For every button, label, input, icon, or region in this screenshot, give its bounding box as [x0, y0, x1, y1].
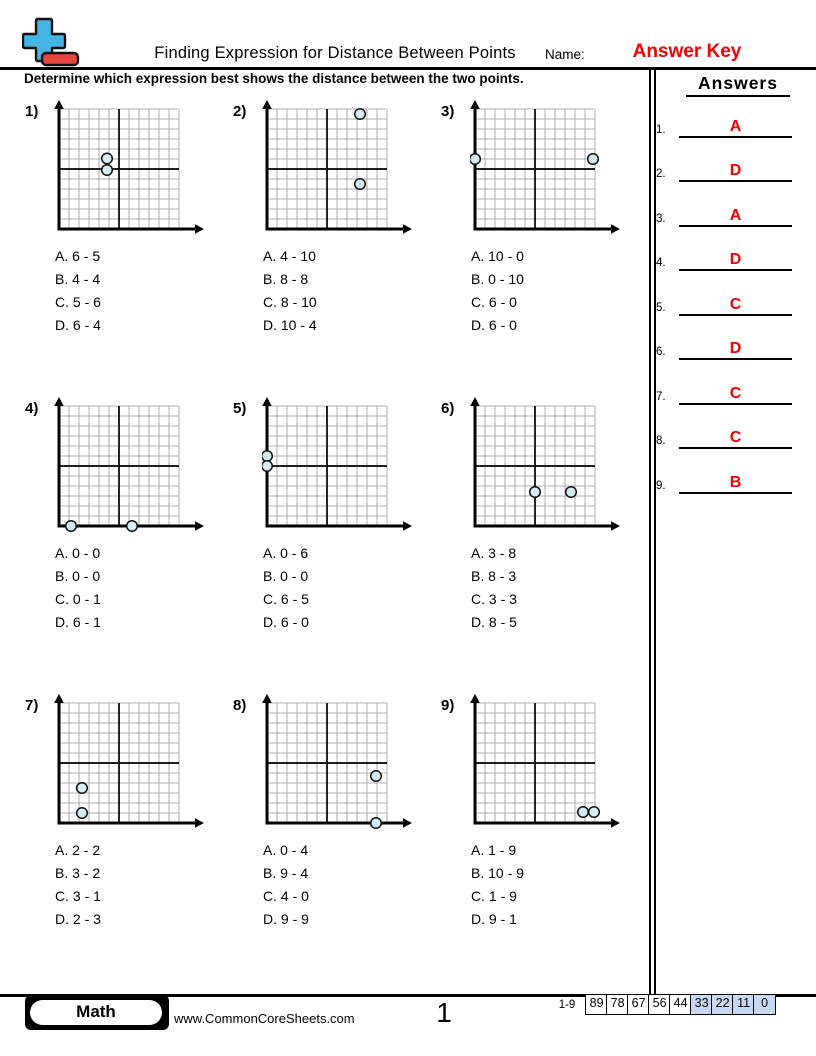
problem-1 [25, 99, 230, 349]
choice: D. 6 - 0 [471, 317, 517, 333]
answers-heading: Answers [686, 73, 790, 97]
choice: C. 0 - 1 [55, 591, 101, 607]
score-cell: 67 [627, 994, 650, 1015]
choice-list [263, 839, 309, 931]
choice-list [471, 245, 524, 337]
choice-list [55, 542, 101, 634]
answer-number: 9. [656, 480, 666, 492]
choice: B. 4 - 4 [55, 271, 101, 287]
choice: B. 3 - 2 [55, 865, 101, 881]
problem-2 [233, 99, 438, 349]
choice: C. 8 - 10 [263, 294, 317, 310]
page-title: Finding Expression for Distance Between Points [154, 44, 516, 62]
subject-label: Math [30, 1000, 162, 1025]
problem-9 [441, 693, 646, 943]
choice: A. 0 - 6 [263, 545, 309, 561]
problem-number: 8) [233, 697, 247, 714]
problem-number: 5) [233, 400, 247, 417]
choice: D. 6 - 0 [263, 614, 309, 630]
answer-number: 8. [656, 435, 666, 447]
choice-list [263, 542, 309, 634]
coordinate-grid [470, 693, 622, 833]
problem-number: 1) [25, 103, 39, 120]
coordinate-grid [262, 693, 414, 833]
answer-blank [679, 473, 792, 494]
problem-number: 4) [25, 400, 39, 417]
sidebar-double-line [649, 70, 656, 995]
choice: D. 6 - 4 [55, 317, 101, 333]
answer-number: 2. [656, 168, 666, 180]
choice: A. 6 - 5 [55, 248, 101, 264]
coordinate-grid [54, 99, 206, 239]
website-url: www.CommonCoreSheets.com [174, 1011, 355, 1026]
choice: B. 0 - 0 [55, 568, 101, 584]
choice: B. 8 - 8 [263, 271, 309, 287]
answer-blank [679, 295, 792, 316]
problem-6 [441, 396, 646, 646]
choice: B. 0 - 10 [471, 271, 524, 287]
header-divider [0, 67, 816, 70]
score-cell: 78 [606, 994, 629, 1015]
choice-list [471, 839, 524, 931]
problem-7 [25, 693, 230, 943]
choice: A. 3 - 8 [471, 545, 517, 561]
score-cell: 33 [690, 994, 713, 1015]
problem-4 [25, 396, 230, 646]
choice: B. 0 - 0 [263, 568, 309, 584]
coordinate-grid [262, 99, 414, 239]
answer-letter: A [729, 118, 742, 135]
problem-number: 9) [441, 697, 455, 714]
choice: A. 2 - 2 [55, 842, 101, 858]
choice: C. 5 - 6 [55, 294, 101, 310]
answer-letter: D [729, 251, 742, 268]
answer-blank [679, 339, 792, 360]
choice-list [263, 245, 317, 337]
choice: B. 9 - 4 [263, 865, 309, 881]
page-number: 1 [436, 997, 452, 1028]
choice: C. 1 - 9 [471, 888, 517, 904]
subject-badge [25, 995, 169, 1030]
choice: B. 10 - 9 [471, 865, 524, 881]
answer-blank [679, 117, 792, 138]
answer-number: 7. [656, 391, 666, 403]
answer-blank [679, 161, 792, 182]
problem-8 [233, 693, 438, 943]
score-cell: 56 [648, 994, 671, 1015]
choice: D. 9 - 1 [471, 911, 517, 927]
answer-number: 3. [656, 213, 666, 225]
answer-letter: C [729, 385, 742, 402]
problem-number: 2) [233, 103, 247, 120]
score-cell: 22 [711, 994, 734, 1015]
coordinate-grid [54, 396, 206, 536]
instruction-text: Determine which expression best shows the distance between the two points. [24, 71, 524, 86]
choice: A. 0 - 0 [55, 545, 101, 561]
answer-letter: C [729, 296, 742, 313]
coordinate-grid [470, 396, 622, 536]
answer-letter: B [729, 474, 742, 491]
choice: D. 6 - 1 [55, 614, 101, 630]
problem-3 [441, 99, 646, 349]
choice: A. 0 - 4 [263, 842, 309, 858]
score-cell: 89 [585, 994, 608, 1015]
choice-list [55, 839, 101, 931]
choice: A. 10 - 0 [471, 248, 524, 264]
choice-list [55, 245, 101, 337]
answer-letter: D [729, 340, 742, 357]
coordinate-grid [54, 693, 206, 833]
answer-blank [679, 206, 792, 227]
answer-blank [679, 428, 792, 449]
problem-number: 3) [441, 103, 455, 120]
answer-blank [679, 384, 792, 405]
choice: B. 8 - 3 [471, 568, 517, 584]
answer-letter: C [729, 429, 742, 446]
score-range-label: 1-9 [558, 999, 576, 1011]
coordinate-grid [262, 396, 414, 536]
choice: D. 9 - 9 [263, 911, 309, 927]
choice-list [471, 542, 517, 634]
answer-number: 6. [656, 346, 666, 358]
score-cell: 44 [669, 994, 692, 1015]
answer-number: 4. [656, 257, 666, 269]
score-table [587, 994, 776, 1015]
coordinate-grid [470, 99, 622, 239]
choice: C. 3 - 3 [471, 591, 517, 607]
answer-number: 5. [656, 302, 666, 314]
answer-key-text: Answer Key [632, 41, 742, 62]
choice: A. 4 - 10 [263, 248, 316, 264]
choice: A. 1 - 9 [471, 842, 517, 858]
problem-number: 6) [441, 400, 455, 417]
problem-number: 7) [25, 697, 39, 714]
choice: C. 4 - 0 [263, 888, 309, 904]
answer-blank [679, 250, 792, 271]
choice: D. 8 - 5 [471, 614, 517, 630]
answer-letter: A [729, 207, 742, 224]
problem-5 [233, 396, 438, 646]
score-cell: 11 [732, 994, 755, 1015]
choice: C. 3 - 1 [55, 888, 101, 904]
choice: C. 6 - 5 [263, 591, 309, 607]
name-label: Name: [545, 47, 585, 62]
answer-number: 1. [656, 124, 666, 136]
choice: D. 10 - 4 [263, 317, 317, 333]
choice: D. 2 - 3 [55, 911, 101, 927]
choice: C. 6 - 0 [471, 294, 517, 310]
answer-letter: D [729, 162, 742, 179]
score-cell: 0 [753, 994, 776, 1015]
